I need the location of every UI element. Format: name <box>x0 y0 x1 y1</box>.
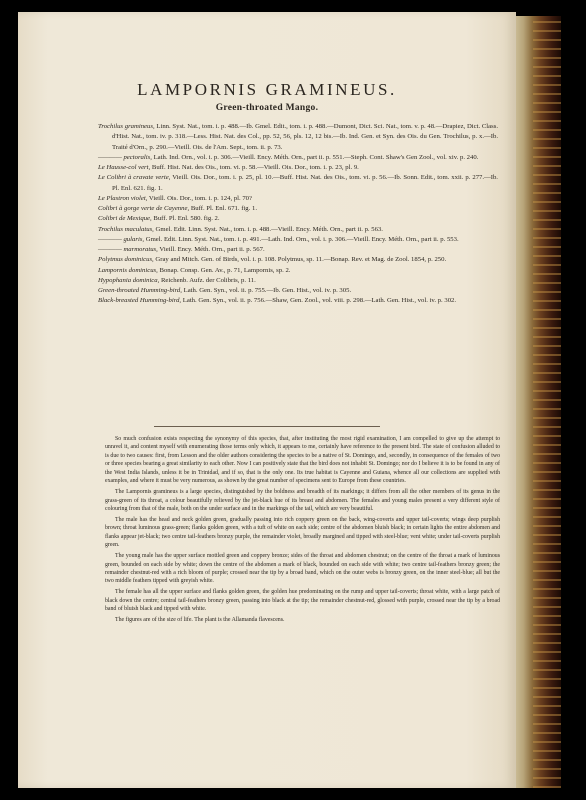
synonym-ref: Bonap. Consp. Gen. Av., p. 71, Lampornis, sp. 2. <box>159 266 291 274</box>
synonym-name: ———— pectoralis, <box>98 153 152 161</box>
synonym-name: Trochilus maculatus, <box>98 225 154 233</box>
synonym-ref: Gmel. Edit. Linn. Syst. Nat., tom. i. p. 488.—Vieill. Ency. Méth. Orn., part ii. p. 563. <box>155 225 383 233</box>
synonym-ref: Gmel. Edit. Linn. Syst. Nat., tom. i. p. 491.—Lath. Ind. Orn., vol. i. p. 306.—Vieill. Ency. Méth. Orn., part ii. p. 553. <box>145 235 459 243</box>
paragraph: The male has the head and neck golden green, gradually passing into rich coppery green on the back, wing-coverts and upper tail-coverts; wings deep purplish brown; throat luminous grass-green; flanks golden green, with a tuft of white on each side; centre of the abdomen bluish black; in certain lights the entire abdomen and flanks appear jet-black; two centre tail-feathers bronzy purple, the remainder violet, broadly margined and tipped with steel-blue; vent white; under tail-coverts purplish green. <box>105 516 500 549</box>
synonym-entry <box>98 286 498 296</box>
paragraph: The young male has the upper surface mottled green and coppery bronze; sides of the throat and abdomen chestnut; on the centre of the throat a mark of luminous green, bounded on each side by white; down the centre of the abdomen a mark of black, bounded on each side with white; two centre tail-feathers bronzy green; the remainder chestnut-red with a rich bloom of purple; crossed near the tip by a broad band, which on the outer webs is bronzy green, on the inner steel-blue; all but the two middle feathers tipped with greyish white. <box>105 553 500 585</box>
synonym-ref: Vieill. Ency. Méth. Orn., part ii. p. 567. <box>159 246 265 253</box>
synonym-ref: Reichenb. Aufz. der Colibris, p. 11. <box>160 276 256 284</box>
book-page <box>18 12 516 788</box>
synonym-entry <box>98 245 498 255</box>
synonym-entry <box>98 122 498 153</box>
synonym-name: Polytmus dominicus, <box>98 256 154 264</box>
synonym-entry <box>98 266 498 276</box>
synonym-ref: Linn. Syst. Nat., tom. i. p. 488.—Ib. Gmel. Edit., tom. i. p. 488.—Dumont, Dict. Sci. Nat., tom. v. p. 48.—Drapiez, Dict. Class. d'Hist. Nat., tom. iv. p. 318.—Less. Hist. Nat. des Col., pp. 52, 56, pls. 12, 12 bis.—Ib. Ind. Gen. et Syn. des Ois. du Gen. Trochilus, p. x.—Ib. Traité d'Orn., p. 290.—Vieill. Ois. de l'Am. Sept., tom. ii. p. 73. <box>112 123 499 151</box>
synonym-entry <box>98 255 498 265</box>
synonym-name: Colibri à gorge verte de Cayenne, <box>98 205 190 212</box>
synonym-entry <box>98 214 498 224</box>
synonym-ref: Lath. Ind. Orn., vol. i. p. 306.—Vieill. Ency. Méth. Orn., part ii. p. 551.—Steph. Cont. Shaw's Gen Zool., vol. xiv. p. 240. <box>153 153 479 161</box>
paragraph: The female has all the upper surface and flanks golden green, the golden hue predominating on the rump and upper tail-coverts; throat white, with a large patch of black down the centre; central tail-feathers bronzy green, passing into black at the tip; the remainder chestnut-red, glossed with purple, crossed near the tip by a broad band of bluish black and tipped with white. <box>105 589 500 613</box>
synonym-entry <box>98 204 498 214</box>
synonym-entry <box>98 276 498 286</box>
synonym-ref: Lath. Gen. Syn., vol. ii. p. 755.—Ib. Gen. Hist., vol. iv. p. 305. <box>183 287 352 294</box>
synonym-name: Colibri de Mexique, <box>98 215 152 223</box>
paragraph: So much confusion exists respecting the synonymy of this species, that, after instituting the most rigid examination, I am compelled to give up the attempt to unravel it, and content myself with enumerating those terms only which, it appears to me, certainly have reference to the present bird. The state of confusion alluded to is due to two causes: first, from Lesson and the older authors considering the species to be a native of St. Domingo, and, secondly, in consequence of the females of two or three species bearing a great similarity to each other. Now I can positively state that the bird does not inhabit St. Domingo; nor do I believe it is to be found in any of the West India Islands, unless it be in Trinidad, and if so, that is the only one. Its true habitat is Cayenne and Guiana, whence all our collections are supplied with examples, and where it must be very numerous, as shown by the great number of specimens sent to Europe from these countries. <box>105 436 500 485</box>
synonym-name: Green-throated Humming-bird, <box>98 287 182 294</box>
synonym-entry <box>98 173 498 194</box>
page-subtitle: Green-throated Mango. <box>215 103 319 113</box>
synonym-ref: Vieill. Ois. Dor., tom. i. p. 25, pl. 10.—Buff. Hist. Nat. des Ois., tom. vi. p. 56.—Ib. Sonn. Edit., tom. xxii. p. 277.—Ib. Pl. Enl. 621. fig. 1. <box>112 174 498 192</box>
synonym-name: Le Hausse-col vert, <box>98 164 151 171</box>
paragraph: The figures are of the size of life. The plant is the Allamanda flavescens. <box>115 617 285 624</box>
synonym-name: Trochilus gramineus, <box>98 123 155 130</box>
description-text <box>105 435 500 627</box>
synonym-entry <box>98 235 498 245</box>
page-title: LAMPORNIS GRAMINEUS. <box>137 80 397 99</box>
synonym-ref: Lath. Gen. Syn., vol. ii. p. 756.—Shaw, Gen. Zool., vol. viii. p. 298.—Lath. Gen. Hist., vol. iv. p. 302. <box>182 297 457 305</box>
synonym-ref: Buff. Pl. Enl. 580. fig. 2. <box>153 215 220 223</box>
synonym-name: Le Plastron violet, <box>98 194 148 202</box>
synonym-name: Hypophania dominica, <box>98 276 160 284</box>
synonym-ref: Buff. Hist. Nat. des Ois., tom. vi. p. 58.—Vieill. Ois. Dor., tom. i. p. 23, pl. 9. <box>151 164 359 171</box>
synonymy-list <box>98 122 498 307</box>
synonym-name: ———— gularis, <box>98 235 145 243</box>
synonym-entry <box>98 194 498 204</box>
synonym-name: ———— marmoratus, <box>98 246 158 253</box>
synonym-entry <box>98 153 498 163</box>
synonym-name: Lampornis dominicus, <box>98 266 158 274</box>
synonym-ref: Gray and Mitch. Gen. of Birds, vol. i. p. 108. Polytmus, sp. 11.—Bonap. Rev. et Mag. de Zool. 1854, p. 250. <box>155 256 447 264</box>
synonym-entry <box>98 163 498 173</box>
synonym-ref: Vieill. Ois. Dor., tom. i. p. 124, pl. 70? <box>148 194 252 202</box>
synonym-name: Black-breasted Humming-bird, <box>98 297 182 305</box>
book-fore-edge <box>515 16 561 788</box>
section-divider <box>154 426 380 427</box>
synonym-ref: Buff. Pl. Enl. 671. fig. 1. <box>190 205 258 212</box>
paragraph: The Lampornis gramineus is a large species, distinguished by the boldness and breadth of its markings; it differs from all the other members of its genus in the grass-green of its throat, a colour beautifully relieved by the jet-black hue of its breast and abdomen. The females and young males present a very different style of colouring from that of the male, both on the under surface and in the markings of the tail, which are very beautiful. <box>105 489 500 513</box>
synonym-entry <box>98 296 498 306</box>
synonym-entry <box>98 225 498 235</box>
synonym-name: Le Colibri à cravate verte, <box>98 174 171 182</box>
